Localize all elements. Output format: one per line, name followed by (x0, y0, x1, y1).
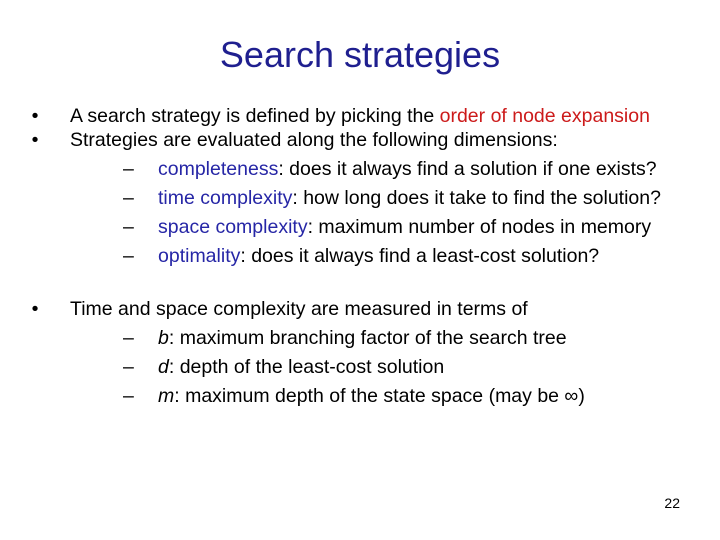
bullet-icon: • (31, 298, 39, 320)
term-text: time complexity (158, 187, 293, 209)
variable-text: b (158, 327, 169, 349)
bullet-item (28, 104, 698, 128)
bullet-text: Time and space complexity are measured in terms of (70, 298, 528, 320)
dash-icon: – (123, 327, 134, 349)
highlight-text: order of node expansion (439, 105, 650, 127)
sub-bullet-item (28, 215, 698, 239)
variable-text: d (158, 356, 169, 378)
bullet-text: A search strategy is defined by picking the (70, 105, 440, 127)
dash-icon: – (123, 385, 134, 407)
variable-description: : maximum depth of the state space (may be ∞) (174, 385, 585, 407)
bullet-item (28, 128, 698, 152)
sub-bullet-item (28, 186, 698, 210)
sub-bullet-item (28, 384, 698, 408)
dash-icon: – (123, 187, 134, 209)
dash-icon: – (123, 245, 134, 267)
term-description: : does it always find a least-cost solution? (240, 245, 600, 267)
variable-description: : maximum branching factor of the search tree (168, 327, 567, 349)
variable-text: m (158, 385, 175, 407)
term-text: completeness (158, 158, 279, 180)
term-description: : maximum number of nodes in memory (307, 216, 652, 238)
dash-icon: – (123, 158, 134, 180)
sub-bullet-item (28, 157, 698, 181)
page-number: 22 (664, 495, 680, 511)
dash-icon: – (123, 356, 134, 378)
term-description: : does it always find a solution if one exists? (278, 158, 657, 180)
sub-bullet-item (28, 355, 698, 379)
slide-content (28, 104, 698, 408)
bullet-icon: • (31, 129, 39, 151)
bullet-item (28, 297, 698, 321)
term-description: : how long does it take to find the solution? (292, 187, 661, 209)
term-text: optimality (158, 245, 241, 267)
bullet-icon: • (31, 105, 39, 127)
variable-description: : depth of the least-cost solution (168, 356, 445, 378)
dash-icon: – (123, 216, 134, 238)
sub-bullet-item (28, 244, 698, 268)
bullet-text: Strategies are evaluated along the following dimensions: (70, 129, 558, 151)
slide-title: Search strategies (219, 34, 501, 75)
term-text: space complexity (158, 216, 308, 238)
sub-bullet-item (28, 326, 698, 350)
